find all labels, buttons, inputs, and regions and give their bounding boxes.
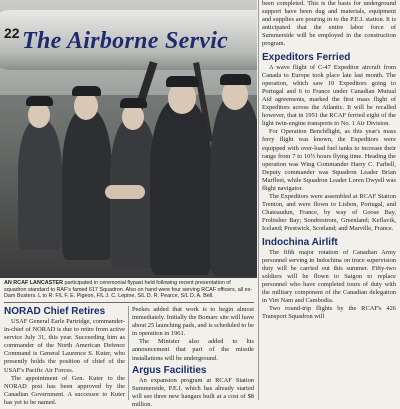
officer-cap-5 <box>220 74 251 85</box>
argus-heading: Argus Facilities <box>132 364 207 376</box>
caption-body: participated in ceremonial flypast held following recent presentation of squadron standard to RAF's famed 617 Squadron. Also on hand were four serving RCAF officers, all ex-Dam Busters. L to R: F/L F. E. Pigeon, F/L J. C. Lepine, S/L D. R. Pearce, S/L D. A. Bell. <box>4 280 253 300</box>
lancaster-photo <box>0 0 257 278</box>
indochina-paragraph-2: Two round-trip flights by the RCAF's 426 Transport Squadron will <box>262 305 396 321</box>
caption-lead: AN RCAF LANCASTER <box>4 280 63 286</box>
officer-figure-1 <box>18 120 62 250</box>
right-intro: been completed. This is the basis for underground support have been dug and materials, equipment and supplies are pouring in to the P.E.I. station. It is anticipated that the entire labor force of Summerside will be employed in the construction program. <box>262 0 396 48</box>
officer-cap-2 <box>72 86 101 96</box>
column-divider-lower <box>128 306 129 400</box>
argus-paragraph-1: An expansion program at RCAF Station Summerside, P.E.I. which has already started will see three new hangars built at a cost of $8 million. <box>132 376 254 408</box>
expeditors-paragraph-3: The Expeditors were assembled at RCAF Station Trenton, and were flown to Lisbon, Portugal, and Chateaudun, France, by way of Goose Bay, Frobisher Bay; Sondrestrom, Greenland; Keflavik, Iceland; Prestwick, Scotland; and Marville, France. <box>262 193 396 233</box>
right-column <box>262 0 396 321</box>
norad-heading: NORAD Chief Retires <box>4 306 106 317</box>
officer-figure-4 <box>150 100 212 275</box>
column-divider-right <box>258 0 259 400</box>
officer-cap-1 <box>26 96 53 106</box>
officer-cap-4 <box>166 76 199 87</box>
officer-figure-5 <box>210 96 257 276</box>
officer-figure-2 <box>62 110 112 260</box>
officer-cap-3 <box>120 98 147 108</box>
bomarc-intro: Peekes added that work is to begin almost immediately. Initially the Bomarc site will have about 25 launching pads, and is scheduled to be in operation in 1961. <box>132 306 254 338</box>
expeditors-paragraph-2: For Operation Benchflight, as this year's mass ferry flight was known, the Expeditors were equipped with over-load fuel tanks to increase their range from 7 to 10½ hours flying time. Heading the operation was Wing Commander Harry C. Farbell, Deputy commander was Squadron Leader Brian Marfleet, while Squadron Leader Loren Dwyell was flight navigator. <box>262 128 396 192</box>
photo-caption <box>4 280 254 300</box>
bomarc-paragraph-1: The Minister also added to his announcement that part of the missile installations will be underground. <box>132 338 254 362</box>
norad-paragraph-2: The appointment of Gen. Kuter to the NORAD post has been approved by the Canadian Government. A successor to Kuter has yet to be named. <box>4 374 125 406</box>
officer-head-2 <box>74 92 98 120</box>
norad-column <box>4 306 125 407</box>
expeditors-heading: Expeditors Ferried <box>262 51 351 63</box>
indochina-paragraph-1: The fifth major rotation of Canadian Army personnel serving in Indochina on truce supervision duty will be carried out this summer. Fifty-two soldiers will be flown to Saigon to replace personnel who have completed tours of duty with the military component of the Canadian delegation in Viet Nam and Cambodia. <box>262 248 396 305</box>
expeditors-paragraph-1: A wave flight of C-47 Expeditor aircraft from Canada to Europe took place late last month. The operation, which saw 10 Expeditors going to Portugal and 6 to France under Canadian Mutual Aid agreements, marked the first mass flight of Expeditors across the Atlantic. It will be recalled however, that in 1951 the RCAF ferried eight of the light twin-engine transports to No. 1 Air Division. <box>262 63 396 128</box>
caption-divider <box>4 302 254 303</box>
aircraft-number: 22 <box>4 25 20 41</box>
handshake <box>105 185 145 199</box>
bomarc-argus-column <box>132 306 254 409</box>
indochina-heading: Indochina Airlift <box>262 236 338 248</box>
norad-paragraph-1: USAF General Earle Partridge, commander-in-chief of NORAD is due to retire from active service July 31, this year. Succeeding him as commander of the North American Defence Command is General Laurence S. Kuter, who presently holds the position of chief of the USAF's Pacific Air Forces. <box>4 318 125 374</box>
airborne-service-banner: The Airborne Servic <box>22 28 229 54</box>
